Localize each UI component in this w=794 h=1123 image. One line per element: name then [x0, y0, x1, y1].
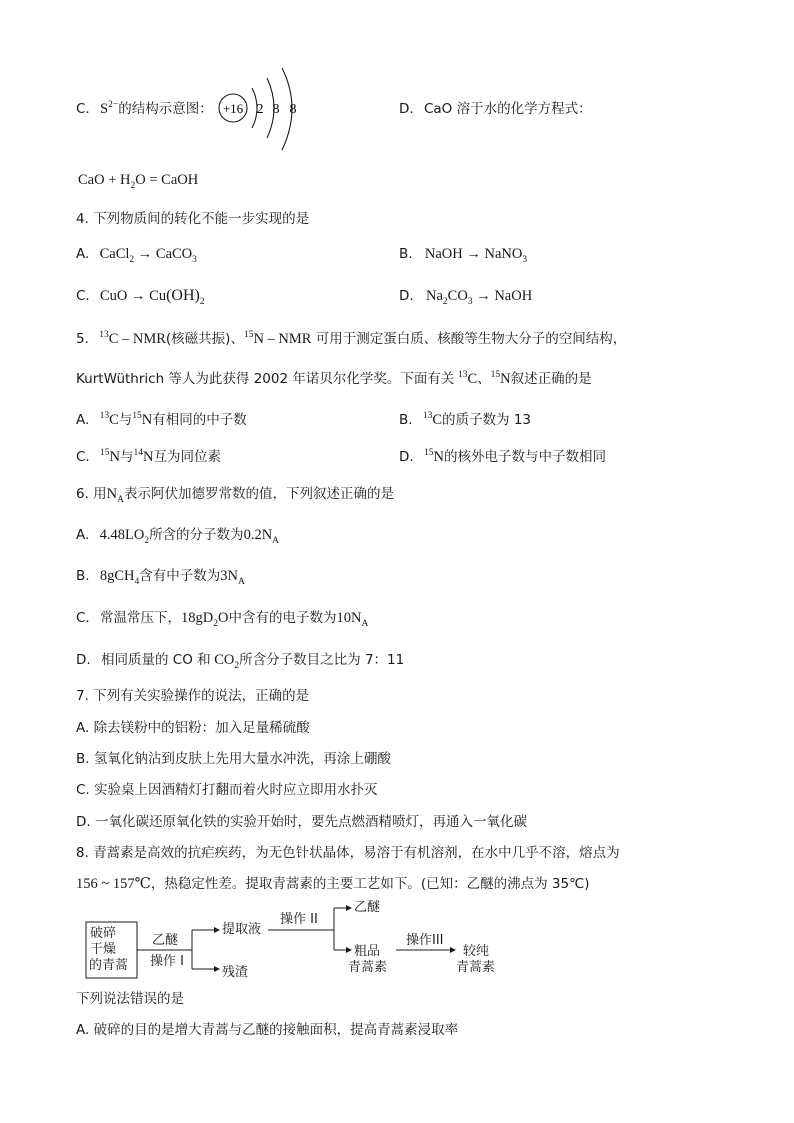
arrow-icon: →	[476, 288, 491, 304]
q8-stem-line2: 156 ~ 157℃，热稳定性差。提取青蒿素的主要工艺如下。(已知：乙醚的沸点为 35℃)	[76, 876, 590, 892]
nucleus-charge: +16	[222, 101, 244, 116]
q5-option-d: D. $^{15}$N的核外电子数与中子数相同	[399, 448, 606, 465]
residue-label: 残渣	[222, 965, 249, 980]
q6-option-b: B. 8gCH$_4$含有中子数为$3N_A$	[76, 568, 245, 587]
q8-stem-line1: 8. 青蒿素是高效的抗疟疾药，为无色针状晶体，易溶于有机溶剂，在水中几乎不溶，熔点为	[76, 845, 620, 861]
arrow-icon: →	[131, 288, 146, 304]
operation-2-label: 操作 II	[280, 912, 318, 927]
sulfide-ion-formula: $S^{2-}$	[100, 100, 119, 117]
arrow-icon	[450, 947, 456, 953]
q6-option-d: D. 相同质量的 CO 和 $CO_2$所含分子数目之比为 7：11	[76, 652, 405, 671]
pure-label-2: 青蒿素	[456, 960, 496, 975]
arrow-icon: →	[466, 246, 481, 262]
operation-3-label: 操作III	[406, 933, 444, 948]
q7-stem: 7. 下列有关实验操作的说法，正确的是	[76, 688, 310, 704]
process-flow-diagram	[80, 898, 510, 988]
q6-stem: 6. 用$N_A$表示阿伏加德罗常数的值，下列叙述正确的是	[76, 486, 395, 505]
q8-option-a: A. 破碎的目的是增大青蒿与乙醚的接触面积，提高青蒿素浸取率	[76, 1022, 459, 1038]
q7-option-a: A. 除去镁粉中的铝粉：加入足量稀硫酸	[76, 720, 310, 736]
box-line-2: 干燥	[90, 942, 117, 957]
q7-option-d: D. 一氧化碳还原氧化铁的实验开始时，要先点燃酒精喷灯，再通入一氧化碳	[76, 814, 527, 830]
arrow-icon	[346, 905, 352, 911]
q7-option-c: C. 实验桌上因酒精灯打翻而着火时应立即用水扑灭	[76, 782, 378, 798]
q3-option-d: D. CaO 溶于水的化学方程式：	[399, 101, 592, 117]
box-line-3: 的青蒿	[89, 958, 129, 973]
q3-equation: CaO + $H_2O$ = CaOH	[78, 172, 199, 191]
solvent-label: 乙醚	[152, 933, 179, 948]
q5-option-c: C. $^{15}$N与$^{14}$N互为同位素	[76, 448, 221, 465]
extract-label: 提取液	[222, 922, 262, 937]
q5-option-a: A. $^{13}$C与$^{15}$N有相同的中子数	[76, 411, 247, 428]
operation-1-label: 操作 I	[150, 954, 184, 969]
q6-option-c: C. 常温常压下，$18gD_2O$中含有的电子数为$10N_A$	[76, 610, 369, 629]
arrow-icon	[214, 966, 220, 972]
q4-option-d: D. $Na_2CO_3$ → NaOH	[399, 288, 533, 307]
shell-2-electrons: 8	[272, 102, 280, 117]
ether-label: 乙醚	[354, 900, 381, 915]
q6-option-a: A. $4.48LO_2$所含的分子数为$0.2N_A$	[76, 527, 280, 546]
q5-stem-line1: 5. $^{13}$C – NMR(核磁共振)、$^{15}$N – NMR 可用于测定蛋白质、核酸等生物大分子的空间结构，	[76, 330, 627, 347]
q3-option-c: C. $S^{2-}$的结构示意图：	[76, 100, 213, 117]
crude-label-1: 粗品	[354, 944, 381, 959]
q5-option-b: B. $^{13}$C的质子数为 13	[399, 411, 532, 428]
q5-stem-line2: KurtWüthrich 等人为此获得 2002 年诺贝尔化学奖。下面有关 $^{13}$C、$^{15}$N叙述正确的是	[76, 370, 592, 387]
q4-option-b: B. NaOH → NaNO$_3$	[399, 246, 528, 265]
q4-option-c: C. CuO → $Cu(OH)_2$	[76, 287, 205, 307]
arrow-icon	[346, 947, 352, 953]
q7-option-b: B. 氢氧化钠沾到皮肤上先用大量水冲洗，再涂上硼酸	[76, 751, 391, 767]
q8-question: 下列说法错误的是	[76, 991, 184, 1007]
arrow-icon: →	[137, 246, 153, 262]
pure-label-1: 较纯	[463, 944, 490, 959]
q4-option-a: A. CaCl$_2$ → CaCO$_3$	[76, 246, 197, 265]
box-line-1: 破碎	[90, 926, 117, 941]
ion-structure-diagram	[214, 62, 324, 162]
arrow-icon	[214, 927, 220, 933]
q4-stem: 4. 下列物质间的转化不能一步实现的是	[76, 211, 310, 227]
crude-label-2: 青蒿素	[348, 960, 388, 975]
shell-3-electrons: 8	[289, 102, 297, 117]
shell-1-electrons: 2	[256, 102, 264, 117]
